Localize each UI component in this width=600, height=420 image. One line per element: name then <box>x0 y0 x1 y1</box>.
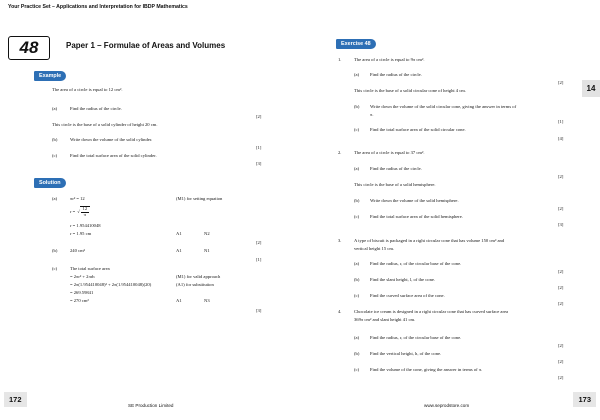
q3-c-text: Find the curved surface area of the cone. <box>370 293 445 298</box>
q3-c-letter: (c) <box>354 293 360 298</box>
example-b-letter: (b) <box>52 137 58 142</box>
example-stem: This circle is the base of a solid cylinder of height 20 cm. <box>52 122 158 127</box>
q3-a-letter: (a) <box>354 261 360 266</box>
solution-a-letter: (a) <box>52 196 58 201</box>
solution-a-m2: N2 <box>204 231 210 236</box>
right-footer-text: www.seprodstore.com <box>424 403 470 408</box>
q4-c-letter: (c) <box>354 367 360 372</box>
solution-c-m2: N3 <box>204 298 210 303</box>
q2-a-text: Find the radius of the circle. <box>370 166 422 171</box>
sqrt-symbol: √ <box>77 208 80 214</box>
q3-number: 3. <box>338 238 342 243</box>
q2-b-mark: [2] <box>558 206 564 211</box>
solution-c-mark: [3] <box>256 308 262 313</box>
q3-b-letter: (b) <box>354 277 360 282</box>
q3-a-text: Find the radius, r, of the circular base of the cone. <box>370 261 462 266</box>
solution-c-line4: = 269.59841 <box>70 290 94 295</box>
q2-b-letter: (b) <box>354 198 360 203</box>
solution-a-line1-note: (M1) for setting equation <box>176 196 223 201</box>
solution-c-letter: (c) <box>52 266 58 271</box>
solution-c-m1: A1 <box>176 298 182 303</box>
q4-a-text: Find the radius, r, of the circular base of the cone. <box>370 335 462 340</box>
solution-a-line1: πr² = 12 <box>70 196 85 201</box>
solution-a-fraction-numerator: 12 <box>82 206 88 211</box>
q2-c-letter: (c) <box>354 214 360 219</box>
q4-a-letter: (a) <box>354 335 360 340</box>
solution-c-line3: = 2π(1.954410048)² + 2π(1.954410048)(20) <box>70 282 152 287</box>
solution-b-m1: A1 <box>176 248 182 253</box>
q2-a-mark: [2] <box>558 174 564 179</box>
example-a-letter: (a) <box>52 106 58 111</box>
q4-b-letter: (b) <box>354 351 360 356</box>
example-c-text: Find the total surface area of the solid cylinder. <box>70 153 157 158</box>
q4-number: 4. <box>338 309 342 314</box>
q1-number: 1. <box>338 57 342 62</box>
solution-a-mark: [2] <box>256 240 262 245</box>
solution-a-fraction <box>80 206 90 217</box>
q2-text: The area of a circle is equal to 37 cm². <box>354 150 425 155</box>
q1-b-text-line1: Write down the volume of the solid circular cone, giving the answer in terms of <box>370 104 517 109</box>
q3-text-line2: vertical height 15 cm. <box>354 246 395 251</box>
solution-b-m2: N1 <box>204 248 210 253</box>
solution-a-fraction-denominator: π <box>81 212 89 218</box>
solution-c-line3-note: (A1) for substitution <box>176 282 214 287</box>
q1-a-text: Find the radius of the circle. <box>370 72 422 77</box>
q3-c-mark: [2] <box>558 301 564 306</box>
example-intro: The area of a circle is equal to 12 cm². <box>52 87 123 92</box>
solution-a-line4: r = 1.95 cm <box>70 231 92 236</box>
solution-a-line2 <box>70 206 90 217</box>
q1-a-mark: [2] <box>558 80 564 85</box>
q3-b-text: Find the slant height, l, of the cone. <box>370 277 436 282</box>
book-header: Your Practice Set – Applications and Interpretation for IBDP Mathematics <box>8 4 188 10</box>
q4-b-text: Find the vertical height, h, of the cone. <box>370 351 442 356</box>
q4-text-line1: Chocolate ice cream is designed in a right circular cone that has curved surface area <box>354 309 509 314</box>
exercise-label: Exercise 48 <box>336 39 376 49</box>
q4-text-line2: 369π cm² and slant height 41 cm. <box>354 317 416 322</box>
q3-b-mark: [2] <box>558 285 564 290</box>
q3-text-line1: A type of biscuit is packaged in a right circular cone that has volume 150 cm³ and <box>354 238 505 243</box>
q4-c-text: Find the volume of the cone, giving the answer in terms of π. <box>370 367 483 372</box>
example-a-mark: [2] <box>256 114 262 119</box>
solution-b-mark: [1] <box>256 257 262 262</box>
q3-a-mark: [2] <box>558 269 564 274</box>
solution-c-line2: = 2πr² + 2πrh <box>70 274 95 279</box>
left-footer-text: SE Production Limited <box>128 403 174 408</box>
q2-stem: This circle is the base of a solid hemisphere. <box>354 182 436 187</box>
right-page-number: 173 <box>573 392 596 407</box>
q4-a-mark: [2] <box>558 343 564 348</box>
q1-text: The area of a circle is equal to 9π cm². <box>354 57 425 62</box>
example-label: Example <box>34 71 66 81</box>
solution-b-line1: 240 cm³ <box>70 248 86 253</box>
solution-a-line3: r = 1.954410048 <box>70 223 101 228</box>
q4-c-mark: [2] <box>558 375 564 380</box>
q1-b-mark: [1] <box>558 119 564 124</box>
q2-c-text: Find the total surface area of the solid hemisphere. <box>370 214 463 219</box>
chapter-title: Paper 1 – Formulae of Areas and Volumes <box>66 41 226 50</box>
example-c-letter: (c) <box>52 153 58 158</box>
solution-b-letter: (b) <box>52 248 58 253</box>
chapter-side-tab: 14 <box>582 80 600 97</box>
q2-b-text: Write down the volume of the solid hemisphere. <box>370 198 459 203</box>
q2-a-letter: (a) <box>354 166 360 171</box>
chapter-number-badge: 48 <box>8 36 50 60</box>
left-page-number: 172 <box>4 392 27 407</box>
q1-a-letter: (a) <box>354 72 360 77</box>
q4-b-mark: [2] <box>558 359 564 364</box>
example-a-text: Find the radius of the circle. <box>70 106 122 111</box>
example-b-text: Write down the volume of the solid cylinder. <box>70 137 153 142</box>
q1-c-letter: (c) <box>354 127 360 132</box>
q2-c-mark: [3] <box>558 222 564 227</box>
example-c-mark: [3] <box>256 161 262 166</box>
example-b-mark: [1] <box>256 145 262 150</box>
solution-label: Solution <box>34 178 66 188</box>
q1-b-letter: (b) <box>354 104 360 109</box>
solution-c-line2-note: (M1) for valid approach <box>176 274 221 279</box>
solution-a-m1: A1 <box>176 231 182 236</box>
solution-c-line1: The total surface area <box>70 266 110 271</box>
q1-c-text: Find the total surface area of the solid circular cone. <box>370 127 466 132</box>
q1-stem: This circle is the base of a solid circular cone of height 4 cm. <box>354 88 466 93</box>
solution-a-line2-prefix: r = <box>70 208 76 214</box>
solution-c-line5: = 270 cm² <box>70 298 89 303</box>
q1-c-mark: [4] <box>558 136 564 141</box>
q1-b-text-line2: π. <box>370 112 374 117</box>
q2-number: 2. <box>338 150 342 155</box>
